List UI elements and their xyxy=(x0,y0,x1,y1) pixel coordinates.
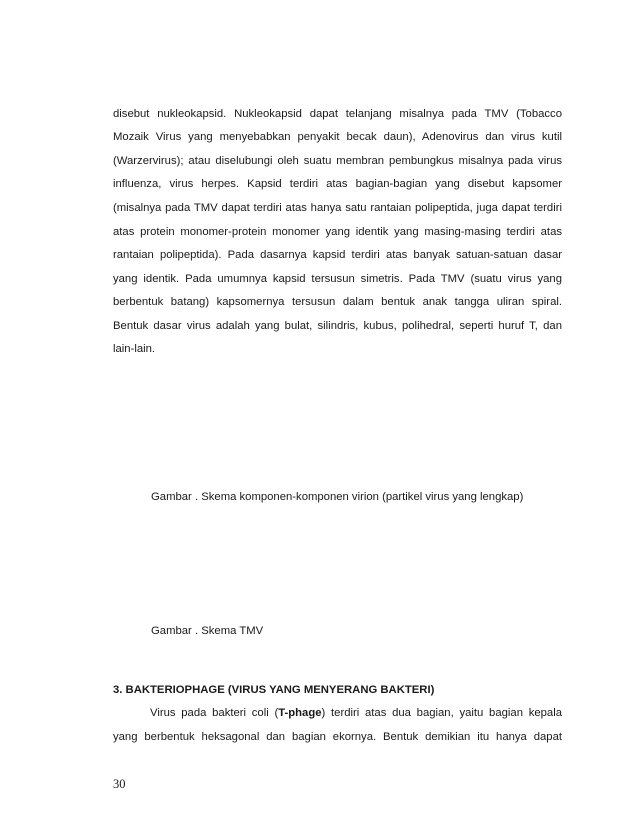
figure-caption-virion: Gambar . Skema komponen-komponen virion (partikel virus yang lengkap) xyxy=(151,491,524,503)
paragraph-line: berbentuk batang) kapsomernya tersusun dalam bentuk anak tangga uliran spiral. xyxy=(113,296,562,308)
paragraph-line: Bentuk dasar virus adalah yang bulat, silindris, kubus, polihedral, seperti huruf T, dan xyxy=(113,320,562,332)
section-heading: 3. BAKTERIOPHAGE (VIRUS YANG MENYERANG BAKTERI) xyxy=(113,684,435,696)
paragraph-line: yang berbentuk heksagonal dan bagian ekornya. Bentuk demikian itu hanya dapat xyxy=(113,731,562,743)
paragraph-line: rantaian polipeptida). Pada dasarnya kapsid terdiri atas banyak satuan-satuan dasar xyxy=(113,249,562,261)
figure-caption-tmv: Gambar . Skema TMV xyxy=(151,625,264,637)
bold-term: T-phage xyxy=(278,707,322,719)
paragraph-line: (misalnya pada TMV dapat terdiri atas hanya satu rantaian polipeptida, juga dapat terdiri xyxy=(113,202,562,214)
text-run: ) terdiri atas dua bagian, yaitu bagian kepala xyxy=(321,707,562,719)
paragraph-line: lain-lain. xyxy=(113,343,156,355)
paragraph-line: influenza, virus herpes. Kapsid terdiri atas bagian-bagian yang disebut kapsomer xyxy=(113,178,562,190)
paragraph-line xyxy=(150,706,562,720)
paragraph-line: (Warzervirus); atau diselubungi oleh suatu membran pembungkus misalnya pada virus xyxy=(113,155,562,167)
paragraph-line: disebut nukleokapsid. Nukleokapsid dapat telanjang misalnya pada TMV (Tobacco xyxy=(113,108,562,120)
page-number: 30 xyxy=(113,777,126,791)
paragraph-line: yang identik. Pada umumnya kapsid tersusun simetris. Pada TMV (suatu virus yang xyxy=(113,273,562,285)
paragraph-line: Mozaik Virus yang menyebabkan penyakit becak daun), Adenovirus dan virus kutil xyxy=(113,131,562,143)
text-run: Virus pada bakteri coli ( xyxy=(150,707,279,719)
paragraph-line: atas protein monomer-protein monomer yang identik yang masing-masing terdiri atas xyxy=(113,226,562,238)
